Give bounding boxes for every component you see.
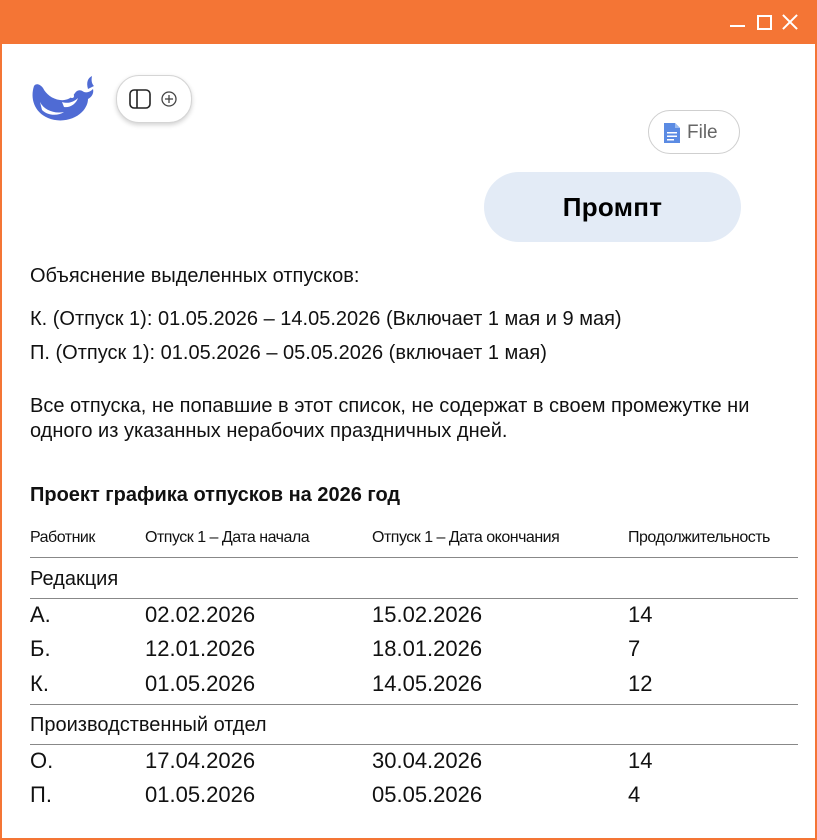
cell-duration: 14	[628, 748, 653, 773]
file-label: File	[687, 122, 718, 143]
group-label: Производственный отдел	[30, 714, 267, 736]
table-divider	[30, 744, 798, 745]
cell-start: 01.05.2026	[145, 671, 256, 696]
user-message-bubble	[484, 172, 741, 242]
col-header-end: Отпуск 1 – Дата окончания	[372, 529, 560, 546]
cell-end: 05.05.2026	[372, 782, 483, 807]
cell-end: 15.02.2026	[372, 602, 483, 627]
cell-employee: К.	[30, 671, 49, 696]
table-divider	[30, 704, 798, 705]
document-icon	[663, 122, 681, 144]
col-header-start: Отпуск 1 – Дата начала	[145, 529, 310, 546]
whale-logo-icon	[28, 72, 94, 124]
table-divider	[30, 598, 798, 599]
file-attachment[interactable]	[648, 110, 740, 154]
cell-duration: 4	[628, 782, 641, 807]
sidebar-panel-icon[interactable]	[129, 89, 151, 109]
cell-start: 17.04.2026	[145, 748, 256, 773]
cell-employee: П.	[30, 782, 52, 807]
minimize-icon[interactable]	[728, 12, 748, 32]
close-icon[interactable]	[780, 12, 800, 32]
col-header-employee: Работник	[30, 529, 95, 546]
user-message-text: Промпт	[562, 191, 663, 222]
table-divider	[30, 557, 798, 558]
plus-circle-icon[interactable]	[161, 91, 177, 107]
cell-duration: 12	[628, 671, 653, 696]
title-bar	[2, 2, 815, 44]
cell-end: 14.05.2026	[372, 671, 483, 696]
cell-duration: 14	[628, 602, 653, 627]
answer-line-p: П. (Отпуск 1): 01.05.2026 – 05.05.2026 (включает 1 мая)	[30, 342, 547, 364]
cell-end: 18.01.2026	[372, 636, 483, 661]
cell-duration: 7	[628, 636, 641, 661]
answer-line-k: К. (Отпуск 1): 01.05.2026 – 14.05.2026 (Включает 1 мая и 9 мая)	[30, 308, 622, 330]
cell-employee: А.	[30, 602, 51, 627]
col-header-duration: Продолжительность	[628, 529, 770, 546]
group-label: Редакция	[30, 568, 119, 590]
cell-start: 01.05.2026	[145, 782, 256, 807]
cell-employee: О.	[30, 748, 54, 773]
answer-heading: Объяснение выделенных отпусков:	[30, 265, 360, 287]
maximize-icon[interactable]	[754, 12, 774, 32]
table-title: Проект графика отпусков на 2026 год	[30, 484, 401, 506]
cell-start: 12.01.2026	[145, 636, 256, 661]
cell-employee: Б.	[30, 636, 51, 661]
answer-paragraph: Все отпуска, не попавшие в этот список, не содержат в своем промежутке ни одного из указанных нерабочих праздничных дней.	[30, 395, 750, 442]
cell-start: 02.02.2026	[145, 602, 256, 627]
sidebar-toolbar-pill	[116, 75, 192, 123]
cell-end: 30.04.2026	[372, 748, 483, 773]
